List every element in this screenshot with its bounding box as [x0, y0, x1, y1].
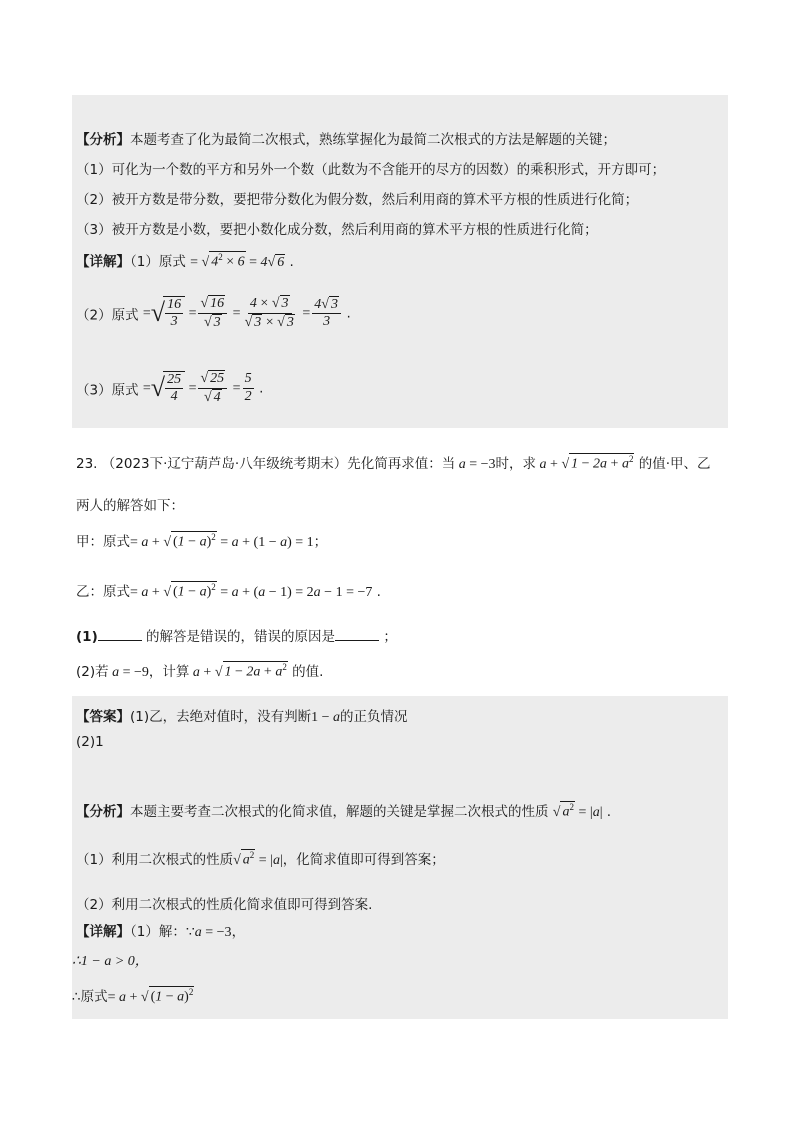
formula-2: =√ $\frac{16}{3}$ = $\frac{√ 16}{√ 3}$ = $\frac{4 \times √ 3}{√ 3 \times √ 3}$ = $\frac{4√ 3}{3}$ — [143, 306, 347, 321]
detail-line-2: （2）原式 =√ $\frac{16}{3}$ = $\frac{√ 16}{√ 3}$ = $\frac{4 \times √ 3}{√ 3 \times √ 3}$ = $\frac{4√ 3}{3}$ . — [76, 296, 351, 330]
analysis-line-2: 【分析】本题主要考查二次根式的化简求值，解题的关键是掌握二次根式的性质 √ $a^2 = |a|$ . — [76, 802, 612, 820]
formula-1: = √ $4^2 \times 6 = 4√$ 6 — [190, 252, 285, 270]
jia-solution: 甲：原式= a + √ $(1 - a)^2 = a + (1 - a) = 1$； — [76, 532, 328, 550]
yi-solution: 乙：原式= a + √ $(1 - a)^2 = a + (a - 1) = 2a - 1 = -7$ . — [76, 582, 381, 600]
detail-line-1: 【详解】（1）原式 = √ $4^2 \times 6 = 4√$ 6 . — [76, 252, 294, 270]
analysis-point-1: （1）可化为一个数的平方和另外一个数（此数为不含能开的尽方的因数）的乘积形式，开方即可； — [76, 162, 666, 178]
sub-question-1: (1) 的解答是错误的，错误的原因是 ； — [76, 629, 397, 645]
analysis-line: 【分析】本题考查了化为最简二次根式，熟练掌握化为最简二次根式的方法是解题的关键； — [76, 132, 616, 148]
answer-blank-2[interactable] — [335, 628, 379, 641]
answer-line-2: (2)1 — [76, 734, 104, 750]
detail-line-b1: 【详解】（1）解：∵a = −3， — [76, 924, 246, 940]
detail-line-b2: ∴1 − a > 0， — [72, 954, 149, 969]
question-23-stem-line2: 两人的解答如下： — [76, 498, 184, 514]
answer-blank-1[interactable] — [98, 628, 142, 641]
analysis-point-2: （2）被开方数是带分数，要把带分数化为假分数，然后利用商的算术平方根的性质进行化简； — [76, 192, 639, 208]
analysis-point-b2: （2）利用二次根式的性质化简求值即可得到答案. — [76, 897, 373, 913]
detail-line-3: （3）原式 =√ $\frac{25}{4}$ = $\frac{√ 25}{√ 4}$ = $\frac{5}{2}$ . — [76, 371, 264, 405]
analysis-point-3: （3）被开方数是小数，要把小数化成分数，然后利用商的算术平方根的性质进行化简； — [76, 222, 598, 238]
analysis-point-b1: （1）利用二次根式的性质√ $a^2 = |a|$，化简求值即可得到答案； — [76, 850, 445, 868]
answer-line-1: 【答案】(1)乙，去绝对值时，没有判断1 − a的正负情况 — [76, 709, 408, 725]
sub-question-2: (2)若 a = −9，计算 a + √ $1 - 2a + a^2$ 的值. — [76, 662, 324, 680]
question-23-stem: 23. （2023下·辽宁葫芦岛·八年级统考期末）先化简再求值：当 a = −3时，求 a + √ $1 - 2a + a^2$ 的值·甲、乙 — [76, 454, 711, 472]
detail-line-b3: ∴原式= a + √ $(1 - a)^2$ — [72, 987, 194, 1005]
formula-3: =√ $\frac{25}{4}$ = $\frac{√ 25}{√ 4}$ = $\frac{5}{2}$ — [142, 371, 252, 405]
